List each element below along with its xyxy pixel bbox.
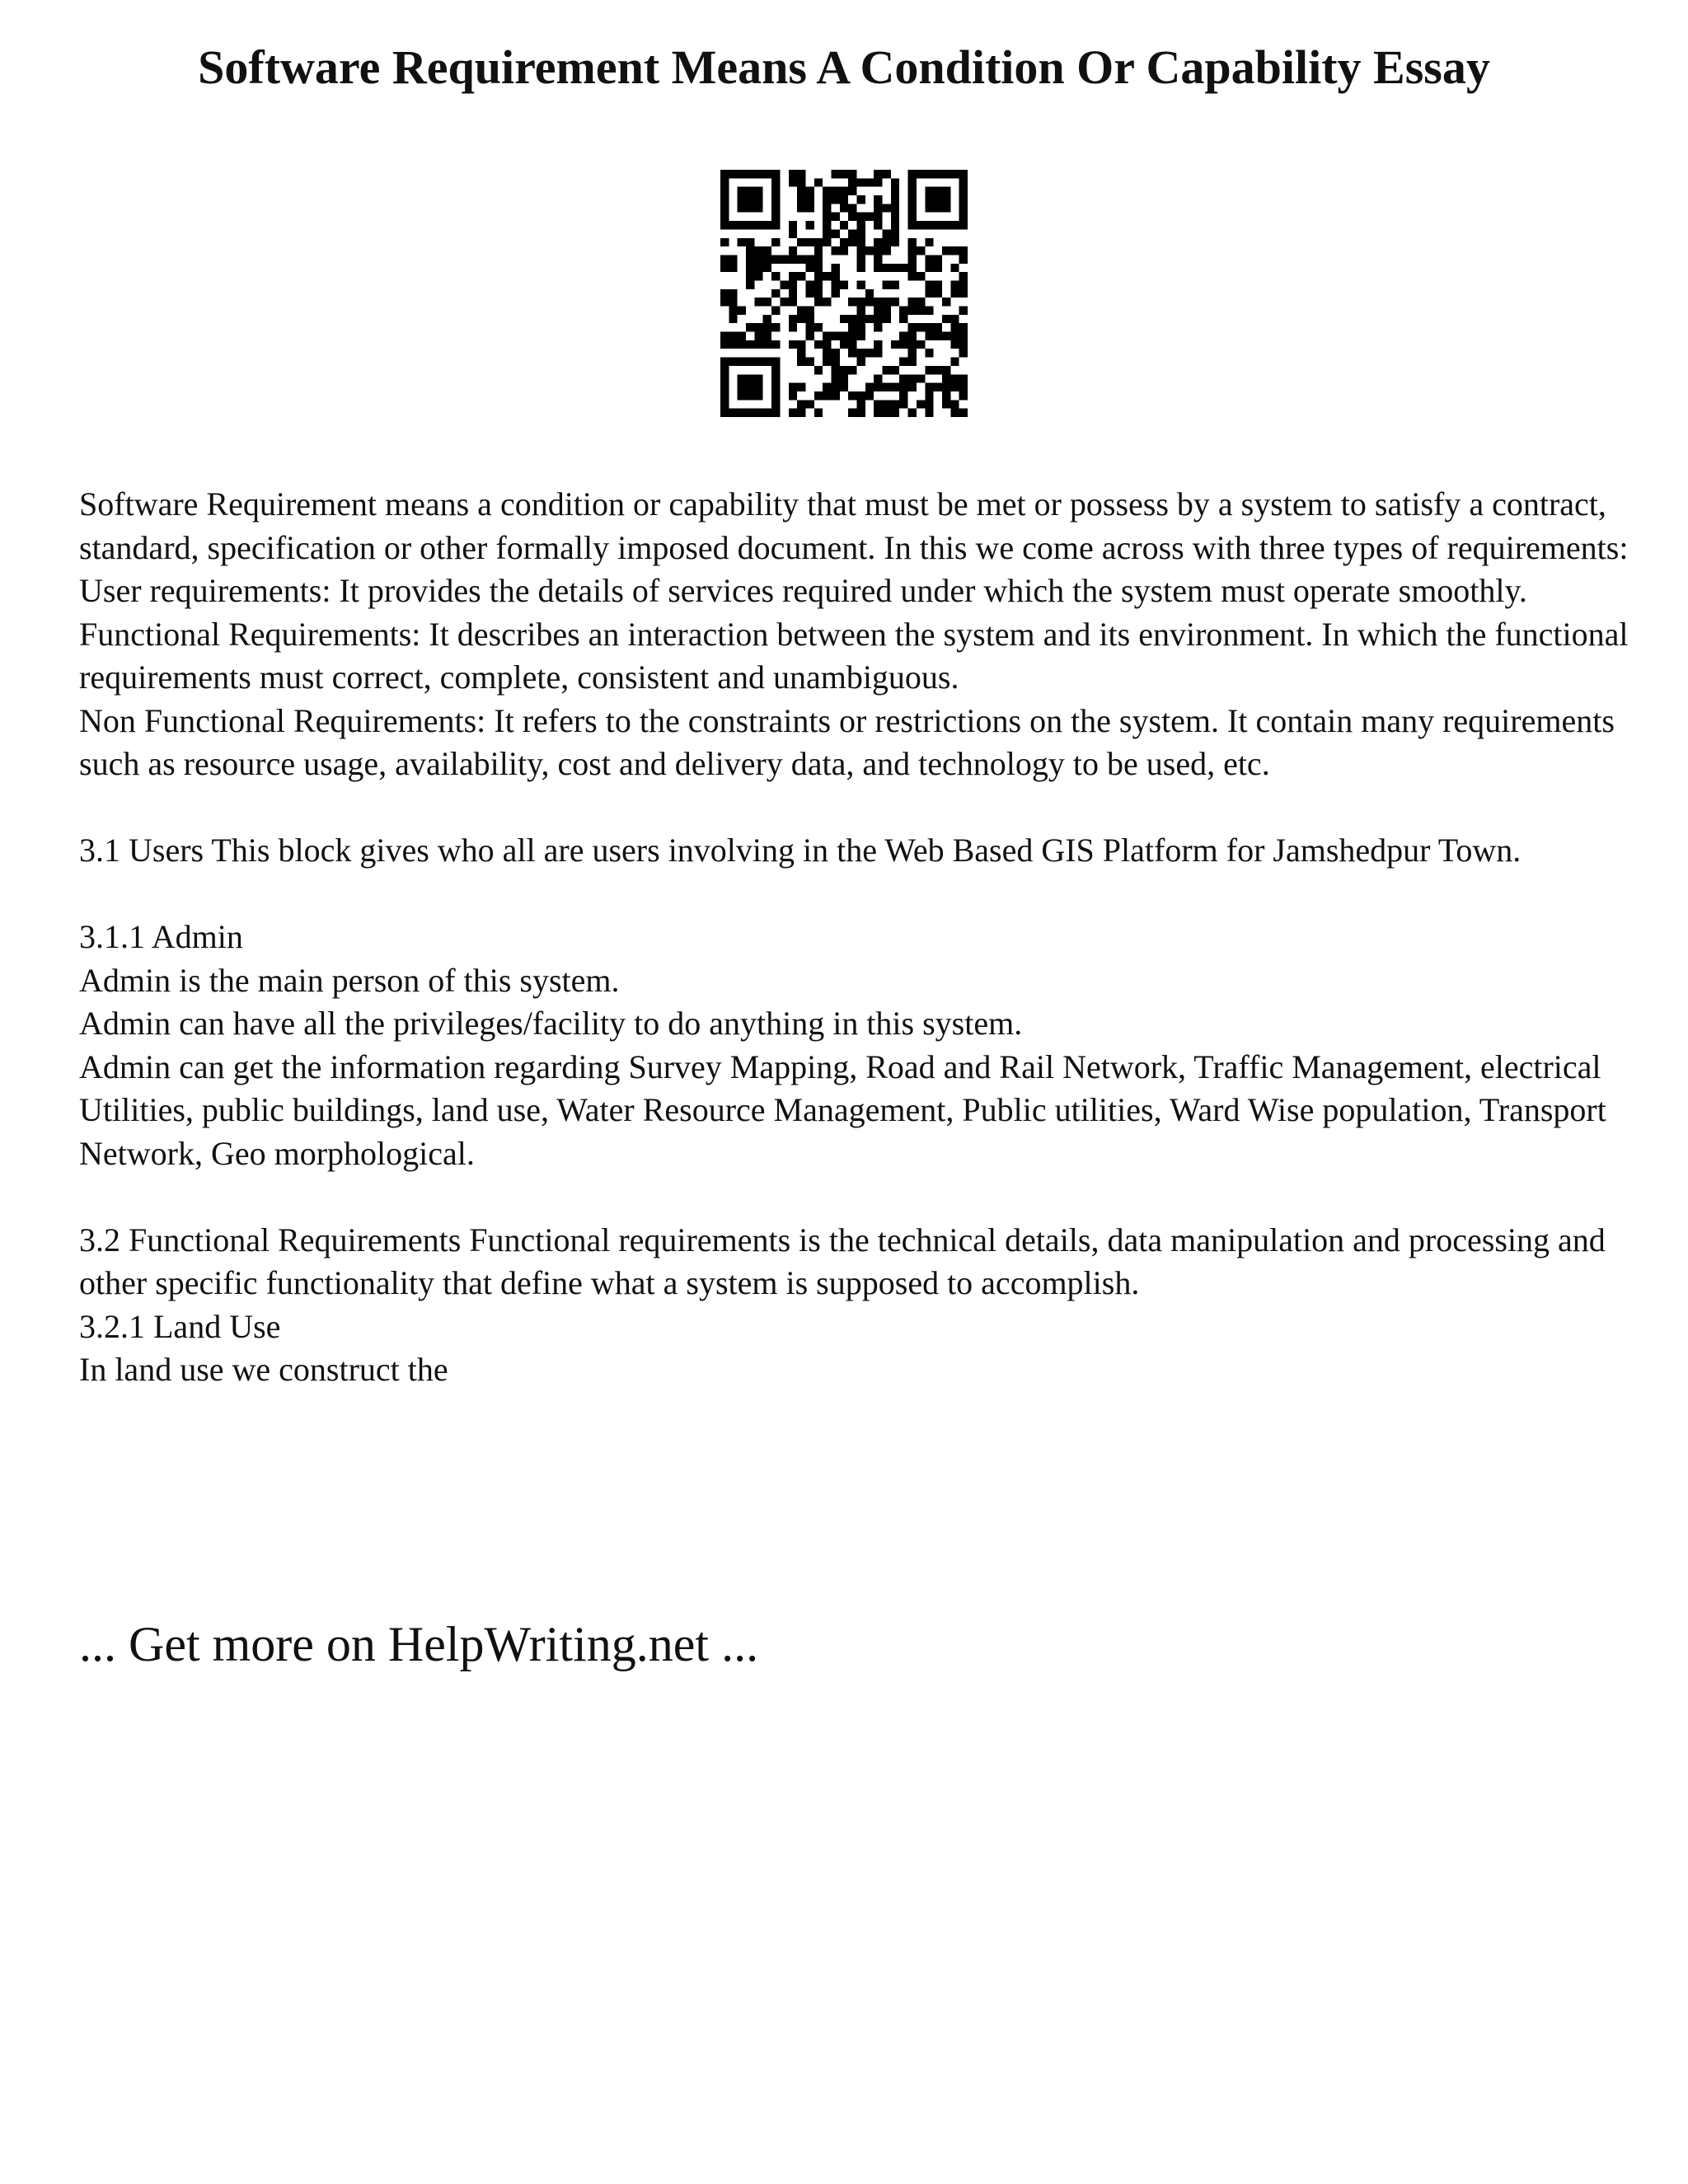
paragraph-non-functional-requirements: Non Functional Requirements: It refers to the constraints or restrictions on the system. It contain many requirements such as resource usage, availability, cost and delivery data, and technology to be used, etc.	[79, 701, 1615, 782]
paragraph-spacer	[79, 786, 1629, 830]
paragraph-functional-requirements: Functional Requirements: It describes an interaction between the system and its environment. In which the functional requirements must correct, complete, consistent and unambiguous.	[79, 615, 1629, 696]
paragraph-admin-main: Admin is the main person of this system.	[79, 961, 620, 999]
paragraph-land-use: In land use we construct the	[79, 1351, 448, 1388]
paragraph-spacer	[79, 873, 1629, 916]
paragraph-users-section: 3.1 Users This block gives who all are users involving in the Web Based GIS Platform for Jamshedpur Town.	[79, 832, 1522, 869]
paragraph-admin-privileges: Admin can have all the privileges/facility to do anything in this system.	[79, 1005, 1023, 1042]
qr-code-icon	[720, 170, 968, 417]
get-more-link[interactable]: ... Get more on HelpWriting.net ...	[79, 1617, 759, 1671]
page-title: Software Requirement Means A Condition Or Capability Essay	[198, 40, 1490, 94]
paragraph-spacer	[79, 1175, 1629, 1219]
paragraph-user-requirements: User requirements: It provides the details of services required under which the system must operate smoothly.	[79, 572, 1527, 609]
paragraph-intro: Software Requirement means a condition or capability that must be met or possess by a system to satisfy a contract, standard, specification or other formally imposed document. In this we come across with three types of requirements:	[79, 485, 1629, 566]
paragraph-admin-information: Admin can get the information regarding Survey Mapping, Road and Rail Network, Traffic Management, electrical Utilities, public buildings, land use, Water Resource Management, Public utilities, Ward Wise population, Transport Network, Geo morphological.	[79, 1047, 1606, 1172]
heading-land-use: 3.2.1 Land Use	[79, 1307, 281, 1345]
paragraph-functional-section: 3.2 Functional Requirements Functional requirements is the technical details, data manipulation and processing and other specific functionality that define what a system is supposed to accomplish.	[79, 1221, 1606, 1301]
heading-admin: 3.1.1 Admin	[79, 918, 243, 955]
essay-body	[79, 483, 1629, 1392]
